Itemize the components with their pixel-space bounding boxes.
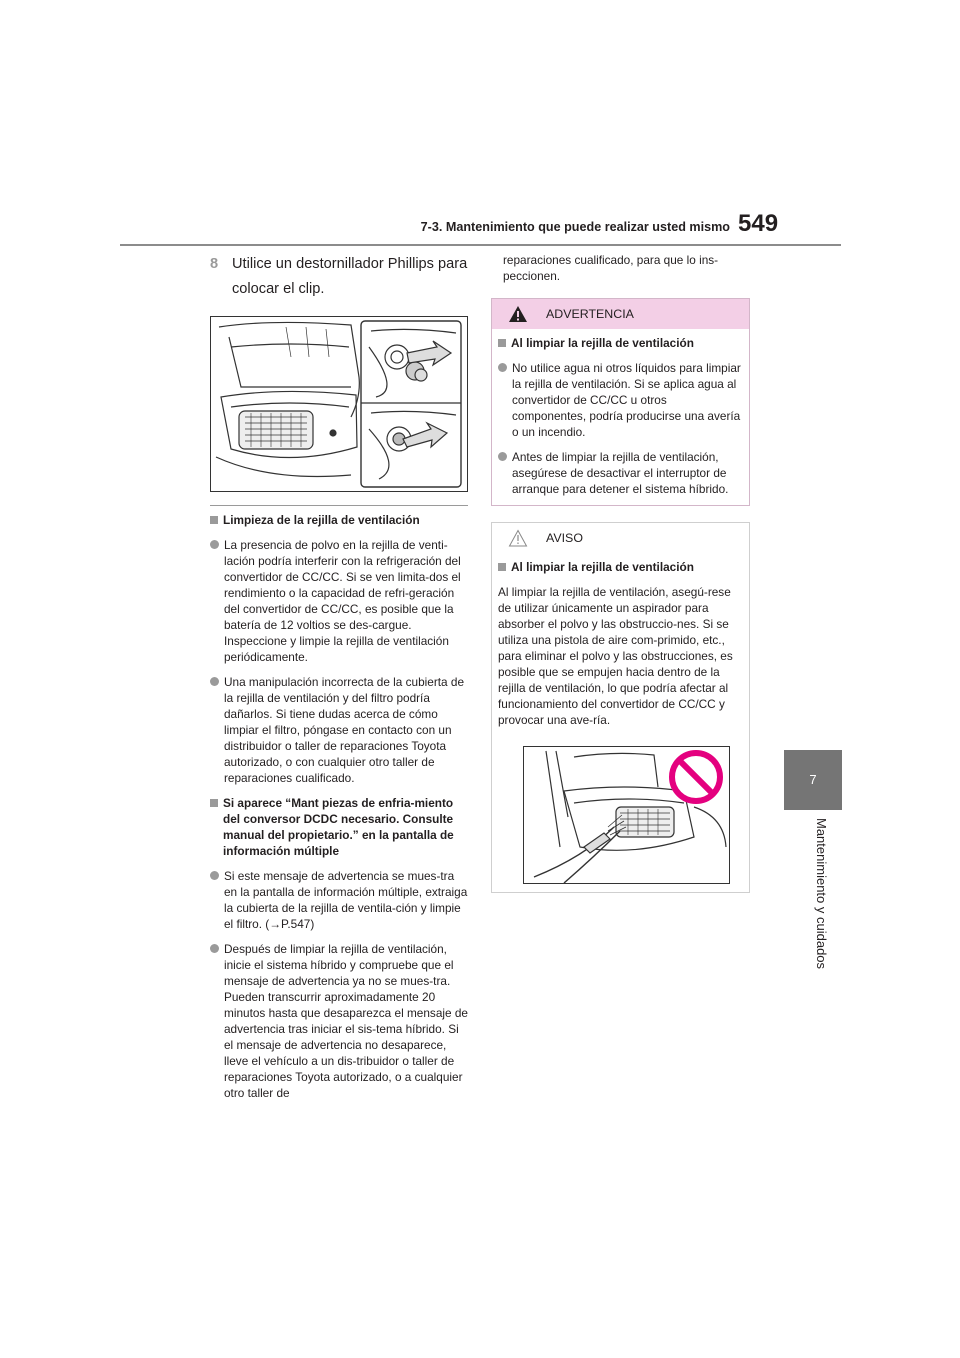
notice-label: AVISO xyxy=(546,531,583,545)
round-bullet-icon xyxy=(210,871,219,880)
warning-label: ADVERTENCIA xyxy=(546,307,634,321)
section-rule xyxy=(210,505,468,506)
step-text: Utilice un destornillador Phillips para colocar el clip. xyxy=(232,256,468,297)
list-item xyxy=(210,537,468,665)
warning-box xyxy=(491,298,750,506)
square-bullet-icon xyxy=(210,799,218,807)
running-header: 7-3. Mantenimiento que puede realizar usted mismo xyxy=(420,220,730,234)
square-bullet-icon xyxy=(498,563,506,571)
section-heading-text: Si aparece “Mant piezas de enfria-miento del conversor DCDC necesario. Consulte manual del propietario.” en la pantalla de información múltiple xyxy=(223,796,454,858)
warning-header xyxy=(492,299,749,329)
list-item-text: La presencia de polvo en la rejilla de venti-lación podría interferir con la refrigeración del convertidor de CC/CC. Si se ven limita-dos el rendimiento o la capacidad de refri-geración del convertidor de CC/CC, es posible que la batería de 12 voltios se des-cargue. Inspeccione y limpie la rejilla de ventilación periódicamente. xyxy=(224,538,461,664)
notice-heading-text: Al limpiar la rejilla de ventilación xyxy=(511,560,694,574)
notice-body xyxy=(492,553,749,892)
round-bullet-icon xyxy=(210,540,219,549)
round-bullet-icon xyxy=(498,452,507,461)
square-bullet-icon xyxy=(498,339,506,347)
prohibited-air-gun-illustration xyxy=(523,746,730,884)
air-gun-illustration-svg xyxy=(524,747,729,883)
round-bullet-icon xyxy=(210,677,219,686)
notice-box xyxy=(491,522,750,893)
right-column xyxy=(491,252,751,893)
warning-body xyxy=(492,329,749,505)
notice-heading xyxy=(498,559,743,575)
warning-heading xyxy=(498,335,743,351)
list-item-text: Si este mensaje de advertencia se mues-tra en la pantalla de información múltiple, extraiga la cubierta de la rejilla de ventila-ción y limpie el filtro. (→P.547) xyxy=(224,869,468,931)
notice-text: Al limpiar la rejilla de ventilación, asegú-rese de utilizar únicamente un aspirador para absorber el polvo y las obstruccio-nes. Si se utiliza una pistola de aire com-primido, etc., para eliminar el polvo y las obstrucciones, es posible que se empujen hacia dentro de la rejilla de ventilación, lo que podría afectar al funcionamiento del convertidor de CC/CC y provocar una ave-ría. xyxy=(498,585,733,727)
round-bullet-icon xyxy=(210,944,219,953)
list-item-text: Antes de limpiar la rejilla de ventilación, asegúrese de desactivar el interruptor de arranque para detener el sistema híbrido. xyxy=(512,450,729,496)
section-heading-grille-cleaning xyxy=(210,512,468,528)
step-number: 8 xyxy=(210,256,219,272)
clip-illustration-svg xyxy=(211,317,467,491)
warning-heading-text: Al limpiar la rejilla de ventilación xyxy=(511,336,694,350)
square-bullet-icon xyxy=(210,516,218,524)
section-heading-warning-message xyxy=(210,795,468,859)
list-item-text: No utilice agua ni otros líquidos para limpiar la rejilla de ventilación. Si se aplica agua al convertidor de CC/CC u otros componentes, podría producirse una avería o un incendio. xyxy=(512,361,741,439)
chapter-tab: 7 xyxy=(784,750,842,810)
clip-installation-illustration xyxy=(210,316,468,492)
page-number: 549 xyxy=(738,210,779,237)
chapter-side-label xyxy=(813,818,833,1018)
continuation-text: reparaciones cualificado, para que lo ins-peccionen. xyxy=(503,253,719,283)
left-column xyxy=(210,252,468,1110)
list-item xyxy=(498,449,743,497)
list-item xyxy=(210,674,468,786)
notice-header xyxy=(492,523,749,553)
chapter-side-label-text: Mantenimiento y cuidados xyxy=(814,818,829,970)
list-item xyxy=(210,868,468,932)
section-heading-text: Limpieza de la rejilla de ventilación xyxy=(223,513,420,527)
list-item-text: Después de limpiar la rejilla de ventilación, inicie el sistema híbrido y compruebe que el mensaje de advertencia ya no se mues-tra. Pueden transcurrir aproximadamente 20 minutos hasta que desaparezca el mensaje de advertencia tras iniciar el sis-tema híbrido. Si el mensaje de advertencia no desaparece, lleve el vehículo a un dis-tribuidor o taller de reparaciones Toyota autorizado, o a cualquier otro taller de xyxy=(224,942,468,1100)
header-rule xyxy=(120,244,841,246)
warning-triangle-icon xyxy=(508,305,528,323)
round-bullet-icon xyxy=(498,363,507,372)
list-item xyxy=(210,941,468,1101)
list-item xyxy=(498,360,743,440)
step-8 xyxy=(210,252,468,302)
list-item-text: Una manipulación incorrecta de la cubierta de la rejilla de ventilación y del filtro podría dañarlos. Si tiene dudas acerca de cómo limpiar el filtro, póngase en contacto con un distribuidor o taller de reparaciones Toyota autorizado, o con cualquier otro taller de reparaciones cualificado. xyxy=(224,675,465,785)
caution-triangle-icon xyxy=(508,529,528,547)
